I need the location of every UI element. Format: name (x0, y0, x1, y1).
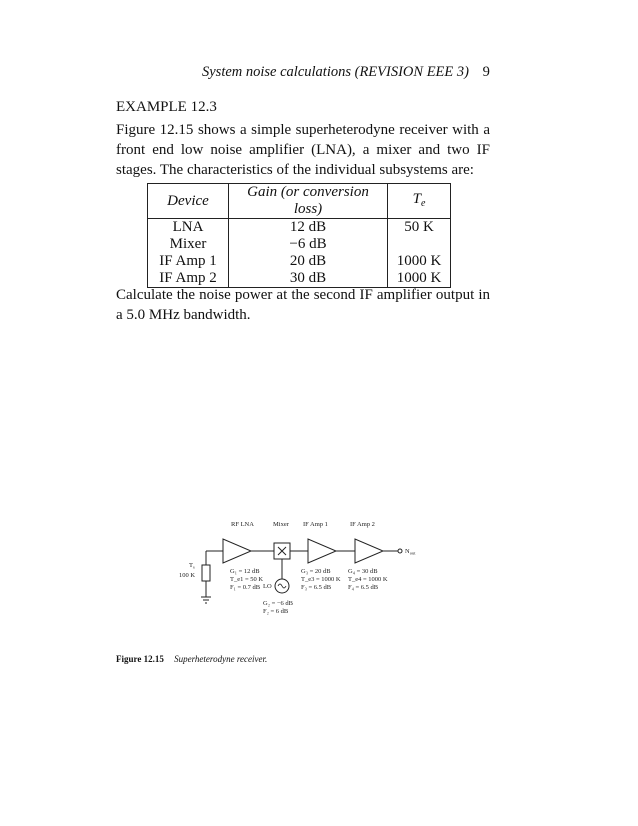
mixer-spec-nf: F₂ = 6 dB (263, 608, 289, 615)
table-row (148, 219, 451, 237)
cell-te: 1000 K (388, 270, 451, 288)
receiver-figure (179, 515, 420, 625)
example-title: EXAMPLE 12.3 (116, 99, 217, 115)
mixer-spec-gain: G₂ = −6 dB (263, 600, 294, 607)
cell-gain: −6 dB (229, 236, 388, 253)
table-row (148, 253, 451, 270)
running-title: System noise calculations (REVISION EEE 3) (202, 64, 469, 80)
output-label (405, 548, 416, 556)
cell-gain: 20 dB (229, 253, 388, 270)
te-subscript: e (420, 197, 426, 209)
subsystem-table (147, 183, 451, 288)
label-if-amp1: IF Amp 1 (303, 521, 328, 528)
label-mixer: Mixer (273, 521, 289, 528)
if2-spec-nf: F₄ = 6.5 dB (348, 584, 379, 591)
cell-device: IF Amp 2 (148, 270, 229, 288)
label-if-amp2: IF Amp 2 (350, 521, 375, 528)
source-resistor-icon (202, 565, 210, 581)
caption-label: Figure 12.15 (116, 654, 164, 664)
table-row (148, 236, 451, 253)
cell-gain: 12 dB (229, 219, 388, 237)
if1-spec-te: T_e3 = 1000 K (301, 576, 341, 583)
source-value: 100 K (179, 572, 196, 579)
if1-spec-nf: F₃ = 6.5 dB (301, 584, 332, 591)
cell-te: 50 K (388, 219, 451, 237)
source-t-label (189, 562, 195, 570)
n-out-subscript: out (409, 550, 416, 556)
cell-device: Mixer (148, 236, 229, 253)
table-header-row (148, 184, 451, 219)
n-out-symbol: N (405, 548, 410, 555)
example-paragraph-intro: Figure 12.15 shows a simple superheterodyne receiver with a front end low noise amplifier (LNA), a mixer and two IF stages. The characteristics of the individual subsystems are: (116, 122, 490, 178)
cell-gain: 30 dB (229, 270, 388, 288)
source-t-symbol: T (189, 562, 193, 569)
running-header (202, 64, 490, 81)
cell-te: 1000 K (388, 253, 451, 270)
header-gain: Gain (or conversion loss) (229, 184, 388, 219)
if2-spec-gain: G₄ = 30 dB (348, 568, 378, 575)
caption-text: Superheterodyne receiver. (174, 654, 268, 664)
page-number: 9 (482, 64, 490, 80)
cell-device: IF Amp 1 (148, 253, 229, 270)
lo-label: LO (263, 583, 272, 590)
header-te (388, 184, 451, 219)
figure-caption (116, 654, 267, 664)
output-terminal-icon (398, 549, 402, 553)
if-amp2-icon (355, 539, 383, 563)
if2-spec-te: T_e4 = 1000 K (348, 576, 388, 583)
te-symbol: T (412, 190, 421, 207)
cell-device: LNA (148, 219, 229, 237)
ground-icon (201, 581, 211, 603)
receiver-diagram (179, 515, 420, 625)
example-paragraph-question: Calculate the noise power at the second IF amplifier output in a 5.0 MHz bandwidth. (116, 287, 490, 323)
lna-amplifier-icon (223, 539, 251, 563)
if1-spec-gain: G₃ = 20 dB (301, 568, 331, 575)
if-amp1-icon (308, 539, 336, 563)
source-t-subscript: s (192, 564, 195, 570)
lna-spec-te: T_e1 = 50 K (230, 576, 264, 583)
lna-spec-gain: G₁ = 12 dB (230, 568, 260, 575)
header-device: Device (148, 184, 229, 219)
cell-te (388, 236, 451, 253)
lna-spec-nf: F₁ = 0.7 dB (230, 584, 261, 591)
label-rf-lna: RF LNA (231, 521, 254, 528)
